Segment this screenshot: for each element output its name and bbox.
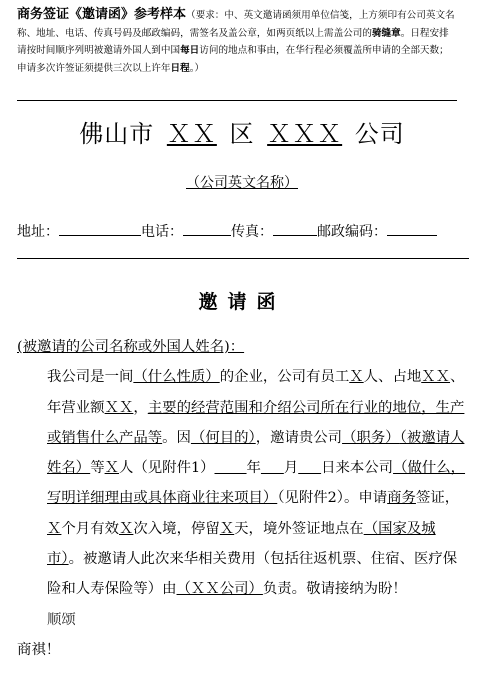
company-suffix: 公司 — [354, 120, 405, 148]
requirements-each-day: 每日 — [180, 45, 200, 56]
address-blank — [59, 222, 141, 236]
district-blank: ＸＸ — [166, 120, 217, 148]
company-name-blank: ＸＸＸ — [267, 120, 343, 148]
phone-label: 电话： — [141, 224, 183, 240]
requirements-text-3: 访问的地点和事由，在华行程必须覆盖所申请的全部天数；申请多次许签证须提供三次以上许年 — [17, 45, 449, 74]
postcode-label: 邮政编码： — [317, 224, 387, 240]
company-city: 佛山市 — [79, 120, 155, 148]
header-rule — [17, 258, 469, 259]
requirements-note — [17, 6, 457, 77]
requirements-schedule: 日程 — [170, 62, 190, 74]
closing-regards: 顺颂 — [47, 611, 76, 628]
requirements-text-2: 。日程安排请按时间顺序列明被邀请外国人到中国 — [17, 27, 449, 56]
company-district: 区 — [229, 120, 255, 148]
company-heading — [0, 114, 484, 149]
phone-blank — [183, 222, 231, 236]
requirements-seam-stamp: 骑缝章 — [371, 27, 401, 39]
header-divider — [17, 100, 457, 101]
closing-wishes: 商祺！ — [17, 641, 61, 658]
fax-label: 传真： — [231, 224, 273, 240]
fax-blank — [273, 222, 317, 236]
requirements-text-4: 。） — [189, 62, 205, 74]
sample-title: 商务签证《邀请函》参考样本 — [17, 7, 187, 22]
requirements-text-1: （要求：中、英文邀请函须用单位信笺，上方须印有公司英文名称、地址、电话、传真号码及邮政编码，需签名及盖公章，如两页纸以上需盖公司的 — [17, 10, 455, 39]
salutation: (被邀请的公司名称或外国人姓名)： — [17, 339, 245, 355]
company-english-name: （公司英文名称） — [186, 175, 298, 191]
document-title: 邀请函 — [198, 291, 286, 313]
contact-row — [17, 221, 467, 241]
address-label: 地址： — [17, 224, 59, 240]
letter-body — [17, 332, 471, 665]
body-paragraph: 我公司是一间（什么性质）的企业，公司有员工Ｘ人、占地ＸＸ、年营业额ＸＸ，主要的经营范围和介绍公司所在行业的地位，生产或销售什么产品等。因（何目的），邀请贵公司（职务）（被邀请人姓名）等Ｘ人（见附件1） 年 月 日来本公司（做什么，写明详细理由或具体商业往来项目）（见附件2）。申请商务签证，Ｘ个月有效Ｘ次入境，停留Ｘ天，境外签证地点在（国家及城市）。被邀请人此次来华相关费用（包括往返机票、住宿、医疗保险和人寿保险等）由（ＸＸ公司）负责。敬请接纳为盼！ — [47, 369, 466, 598]
postcode-blank — [387, 222, 437, 236]
